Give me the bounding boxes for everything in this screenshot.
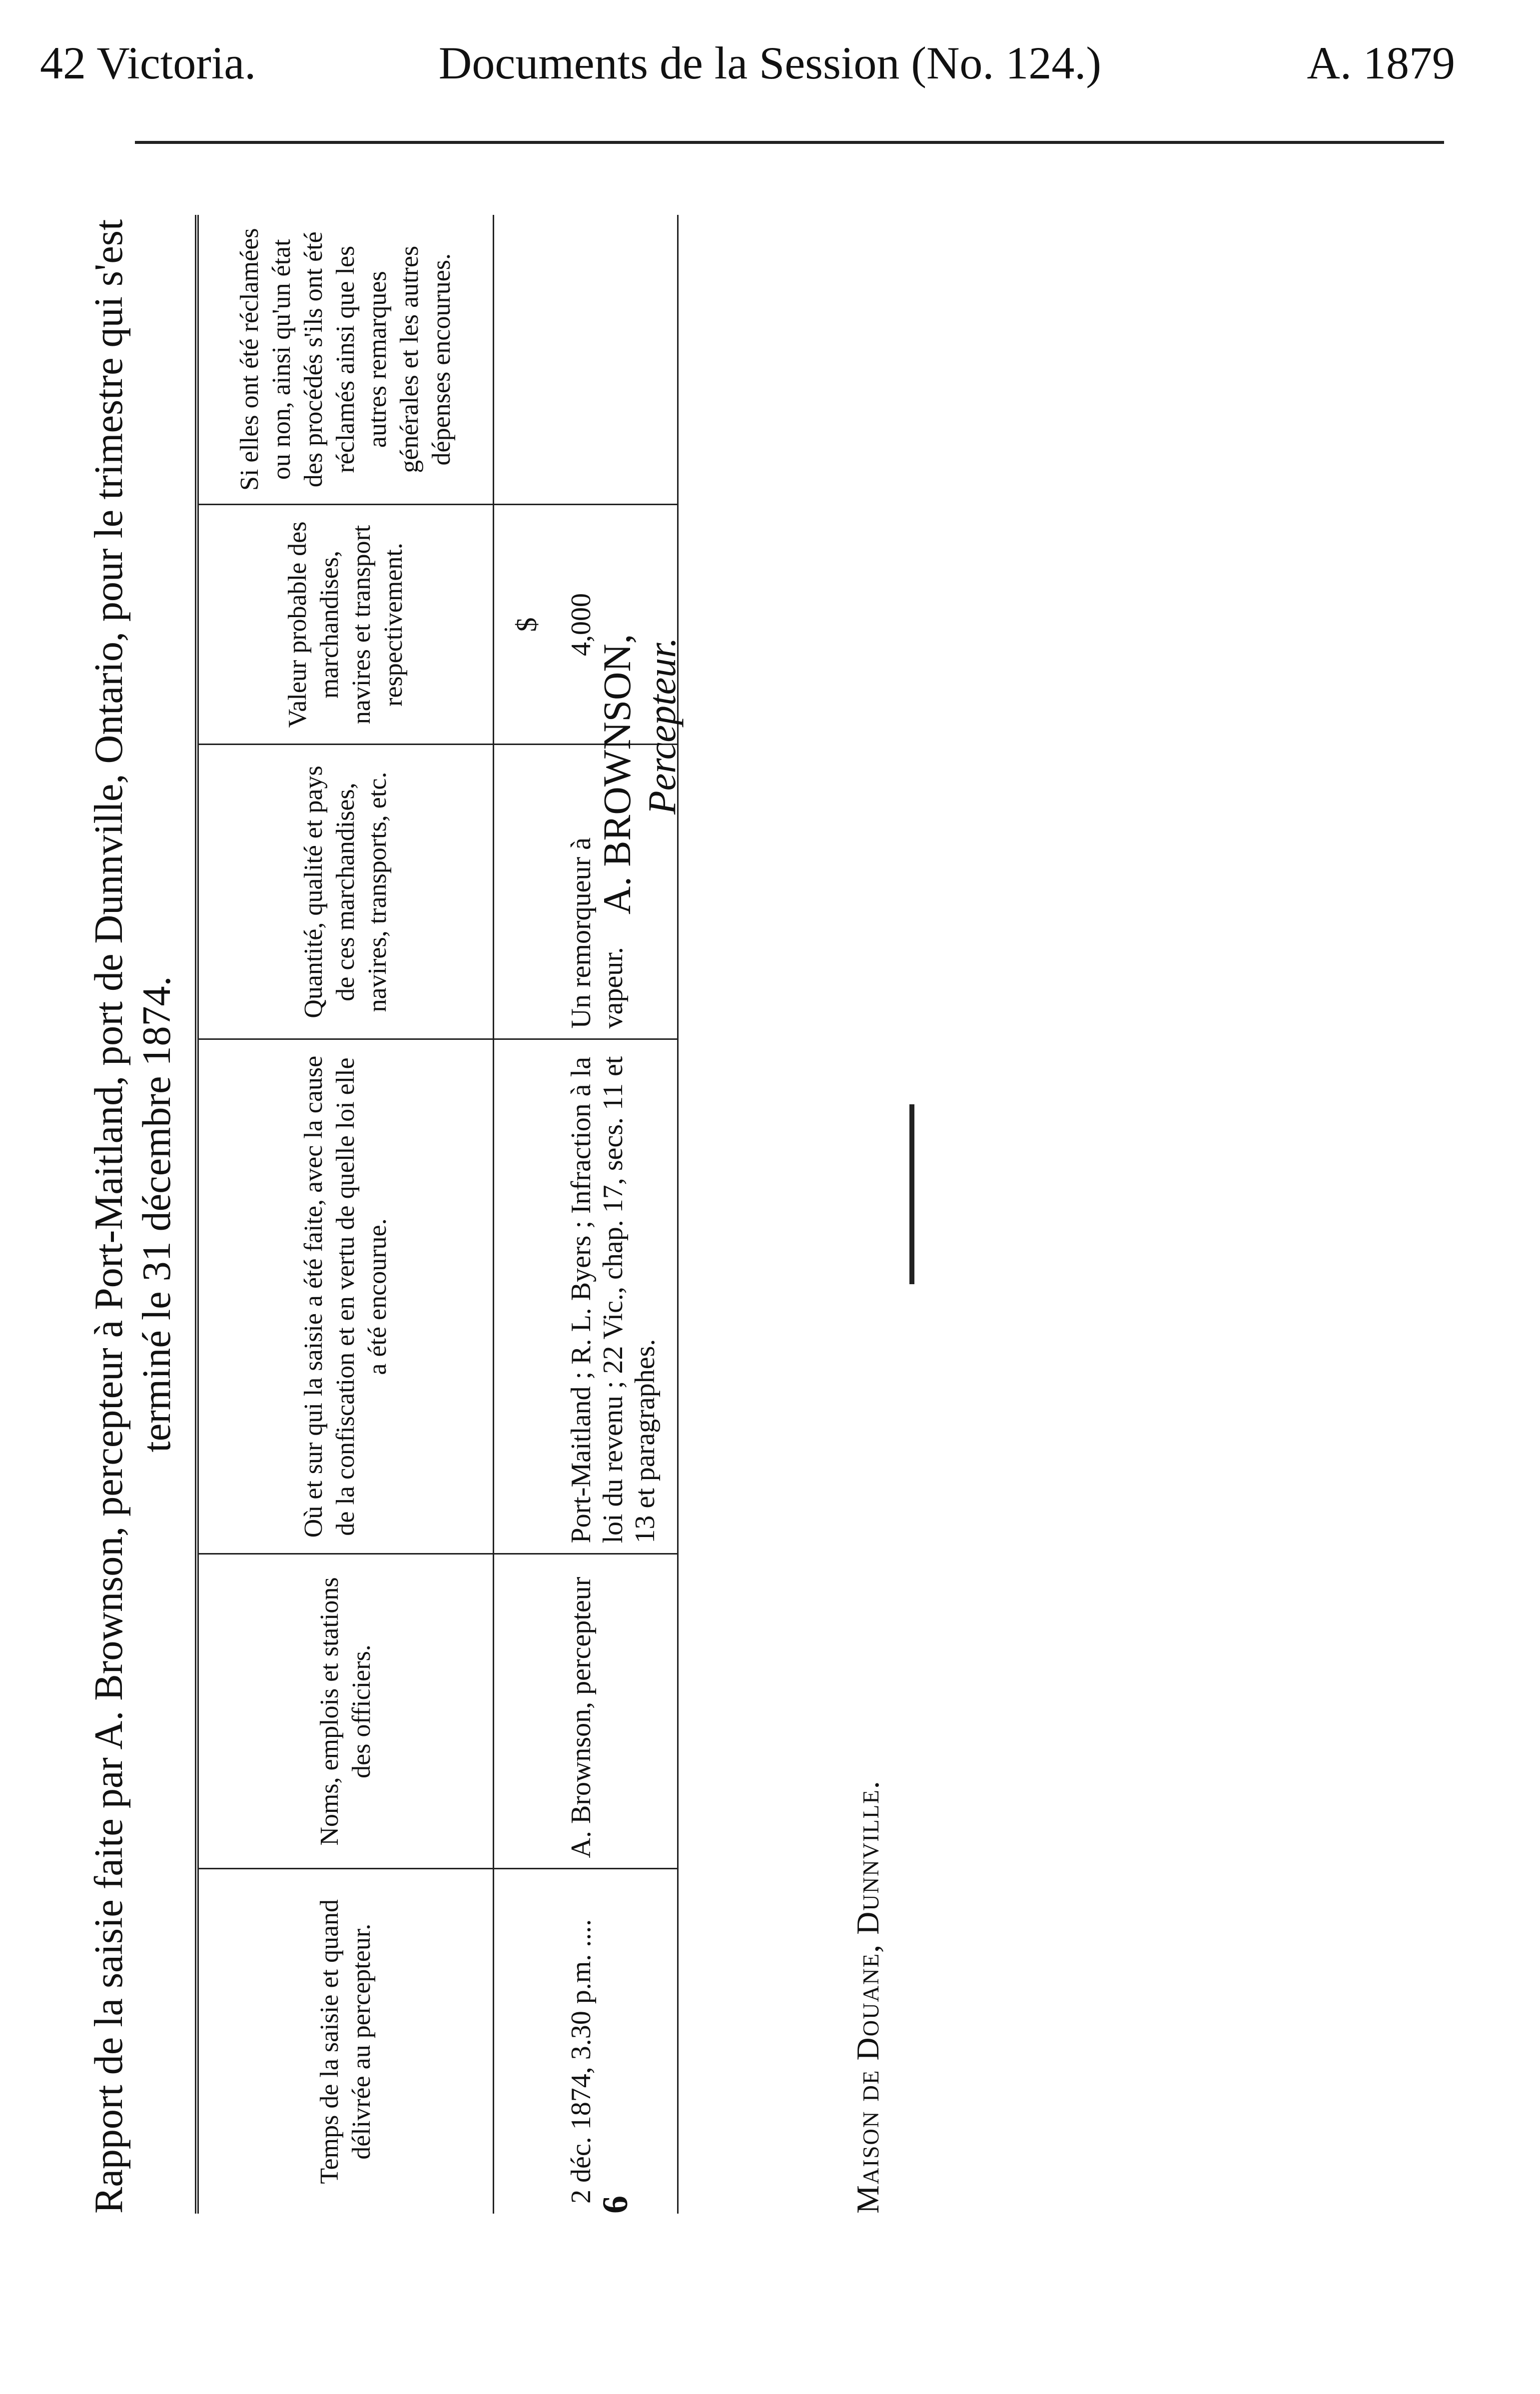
cell-officer: A. Brownson, percepteur: [558, 1554, 678, 1869]
cell-value: 4,000: [558, 505, 678, 745]
header-remarks: Si elles ont été réclamées ou non, ainsi qu'un état des procédés s'ils ont été réclamés ainsi que les autres remarques générales et les autres dépenses encourues.: [197, 215, 494, 505]
header-quantity: Quantité, qualité et pays de ces marchandises, navires, transports, etc.: [197, 745, 494, 1039]
header-rule: [135, 141, 1444, 144]
report-title-line1: Rapport de la saisie faite par A. Brownson, percepteur à Port-Maitland, port de Dunnville, Ontario, pour le trimestre qui s'est: [87, 219, 131, 2214]
closing-rule: [909, 1104, 914, 1284]
header-year: A. 1879: [1307, 37, 1455, 88]
header-value: Valeur probable des marchandises, navires et transport respectivement.: [197, 505, 494, 745]
rotated-report: [85, 215, 1009, 2214]
header-where-cause: Où et sur qui la saisie a été faite, avec la cause de la confiscation et en vertu de quelle loi elle a été encourue.: [197, 1039, 494, 1554]
cell-time: 2 déc. 1874, 3.30 p.m. ....: [558, 1869, 678, 2214]
report-title: [85, 215, 181, 2214]
cell-where: Port-Maitland ; R. L. Byers ; Infraction à la loi du revenu ; 22 Vic., chap. 17, secs. 11 et 13 et paragraphes.: [558, 1039, 678, 1554]
signature-block: [595, 265, 685, 914]
signature-role: Percepteur.: [640, 637, 684, 814]
page-header: [0, 0, 1540, 120]
unit-row: [494, 215, 559, 2214]
table-header-row: [197, 215, 494, 2214]
header-time: Temps de la saisie et quand délivrée au percepteur.: [197, 1869, 494, 2214]
header-document-title: Documents de la Session (No. 124.): [438, 37, 1102, 88]
value-unit: $: [494, 505, 559, 745]
customs-house: Maison de Douane, Dunnville.: [850, 1780, 885, 2214]
header-officers: Noms, emplois et stations des officiers.: [197, 1554, 494, 1869]
report-title-line2: terminé le 31 décembre 1874.: [135, 976, 179, 1453]
cell-quantity: Un remorqueur à vapeur.: [558, 745, 678, 1039]
signature-name: A. BROWNSON,: [595, 634, 639, 914]
header-session-year: 42 Victoria.: [40, 37, 256, 88]
page-number: 6: [595, 2196, 635, 2214]
